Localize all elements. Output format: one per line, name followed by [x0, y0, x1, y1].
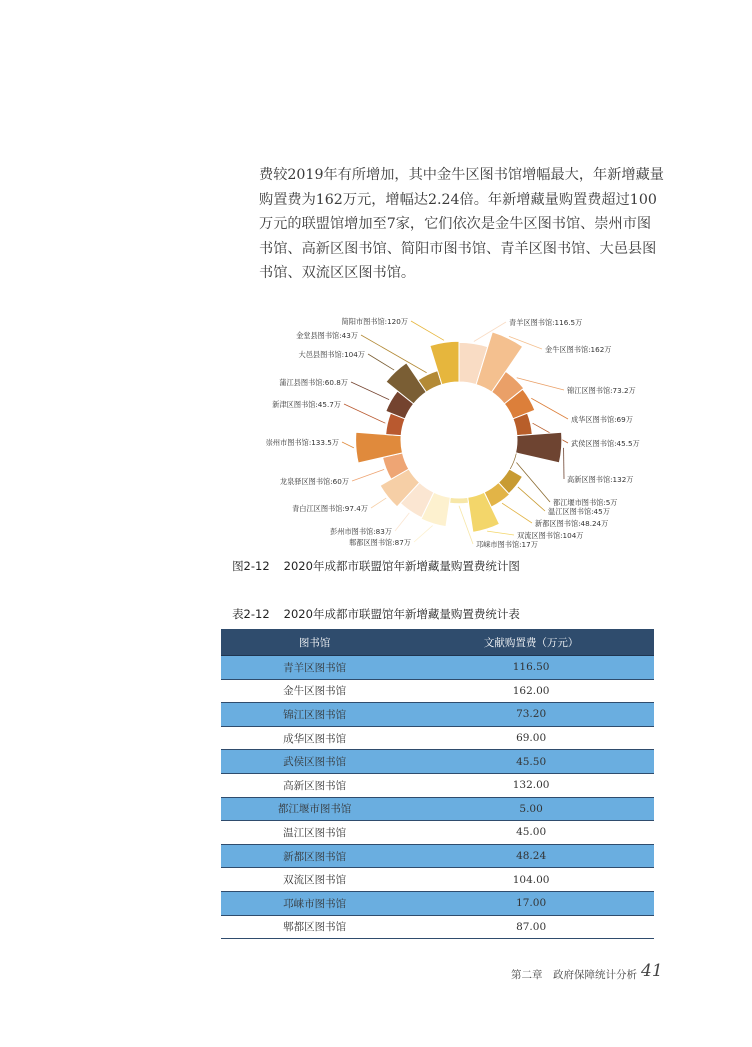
figure-title: 2020年成都市联盟馆年新增藏量购置费统计图: [283, 559, 520, 573]
table-row: [221, 750, 654, 774]
library-name-cell: 高新区图书馆: [221, 773, 408, 797]
library-name-cell: 双流区图书馆: [221, 868, 408, 892]
cost-value-cell: 48.24: [408, 844, 654, 868]
body-line: 费较2019年有所增加，其中金牛区图书馆增幅最大，年新增藏量: [259, 167, 664, 183]
library-name-cell: 金牛区图书馆: [221, 679, 408, 703]
chart-data-label: 都江堰市图书馆:5万: [553, 498, 618, 507]
table-row: [221, 844, 654, 868]
chart-leader-line: [531, 398, 568, 419]
table-row: [221, 656, 654, 680]
library-name-cell: 新都区图书馆: [221, 844, 408, 868]
chart-segment: [516, 432, 562, 463]
body-line: 购置费为162万元，增幅达2.24倍。年新增藏量购置费超过100: [259, 191, 657, 208]
chart-leader-line: [414, 526, 433, 542]
library-name-cell: 温江区图书馆: [221, 821, 408, 845]
chart-segment: [449, 497, 468, 503]
page-number: 41: [641, 961, 663, 981]
body-line: 书馆、双流区区图书馆。: [259, 265, 416, 282]
chart-leader-line: [368, 354, 394, 370]
chart-data-label: 金牛区图书馆:162万: [545, 345, 612, 354]
cost-value-cell: 45.00: [408, 821, 654, 845]
table-row: [221, 891, 654, 915]
chart-leader-line: [352, 469, 384, 481]
chart-data-label: 双流区图书馆:104万: [517, 531, 584, 540]
table-number: 表2-12: [232, 607, 270, 621]
chart-leader-line: [371, 498, 386, 508]
chart-data-label: 彭州市图书馆:83万: [330, 527, 392, 536]
chart-data-label: 蒲江县图书馆:60.8万: [279, 378, 348, 387]
chart-data-label: 锦江区图书馆:73.2万: [567, 386, 636, 395]
chart-data-label: 青白江区图书馆:97.4万: [292, 504, 368, 513]
chart-data-label: 简阳市图书馆:120万: [341, 317, 408, 326]
column-header-library: 图书馆: [221, 629, 408, 656]
chart-data-label: 金堂县图书馆:43万: [296, 331, 358, 340]
library-name-cell: 郫都区图书馆: [221, 915, 408, 939]
table-row: [221, 726, 654, 750]
chart-leader-line: [342, 442, 354, 448]
body-line: 万元的联盟馆增加至7家，它们依次是金牛区图书馆、崇州市图: [259, 216, 652, 233]
chart-data-label: 温江区图书馆:45万: [548, 507, 610, 516]
table-row: [221, 703, 654, 727]
chart-leader-line: [502, 503, 532, 523]
table-row: [221, 773, 654, 797]
chart-leader-line: [361, 335, 427, 373]
cost-value-cell: 69.00: [408, 726, 654, 750]
cost-value-cell: 162.00: [408, 679, 654, 703]
chart-leader-line: [351, 382, 389, 400]
chart-data-label: 高新区图书馆:132万: [567, 475, 634, 484]
chart-leader-line: [516, 463, 550, 502]
chart-data-label: 邛崃市图书馆:17万: [476, 540, 538, 549]
data-table: [221, 629, 654, 939]
chart-data-label: 郫都区图书馆:87万: [349, 538, 411, 547]
chart-leader-line: [411, 321, 444, 340]
chart-data-label: 新津区图书馆:45.7万: [272, 400, 341, 409]
chapter-footer: 第二章 政府保障统计分析: [511, 969, 637, 981]
table-title: 2020年成都市联盟馆年新增藏量购置费统计表: [283, 607, 520, 621]
table-row: [221, 797, 654, 821]
cost-value-cell: 73.20: [408, 703, 654, 727]
figure-number: 图2-12: [232, 559, 270, 573]
body-line: 书馆、高新区图书馆、简阳市图书馆、青羊区图书馆、大邑县图: [259, 240, 657, 257]
chart-leader-line: [487, 531, 514, 535]
cost-value-cell: 17.00: [408, 891, 654, 915]
library-name-cell: 武侯区图书馆: [221, 750, 408, 774]
chart-data-label: 新都区图书馆:48.24万: [535, 519, 609, 528]
chart-data-label: 武侯区图书馆:45.5万: [571, 439, 640, 448]
column-header-cost: 文献购置费（万元）: [408, 629, 654, 656]
table-header-row: [221, 629, 654, 656]
table-row: [221, 821, 654, 845]
chart-data-label: 青羊区图书馆:116.5万: [509, 318, 583, 327]
chart-data-label: 龙泉驿区图书馆:60万: [279, 477, 349, 486]
cost-value-cell: 132.00: [408, 773, 654, 797]
chart-leader-line: [344, 404, 385, 423]
figure-caption: [0, 558, 752, 574]
cost-value-cell: 87.00: [408, 915, 654, 939]
cost-value-cell: 5.00: [408, 797, 654, 821]
chart-data-label: 成华区图书馆:69万: [571, 415, 633, 424]
chart-data-label: 大邑县图书馆:104万: [298, 350, 365, 359]
chart-leader-line: [518, 487, 545, 511]
chart-segment: [509, 453, 517, 470]
cost-value-cell: 116.50: [408, 656, 654, 680]
table-row: [221, 679, 654, 703]
library-name-cell: 青羊区图书馆: [221, 656, 408, 680]
library-name-cell: 成华区图书馆: [221, 726, 408, 750]
chart-data-label: 崇州市图书馆:133.5万: [265, 438, 339, 447]
cost-value-cell: 104.00: [408, 868, 654, 892]
table-row: [221, 868, 654, 892]
library-name-cell: 锦江区图书馆: [221, 703, 408, 727]
chart-leader-line: [395, 513, 409, 531]
table-caption: [0, 606, 752, 622]
library-name-cell: 邛崃市图书馆: [221, 891, 408, 915]
library-name-cell: 都江堰市图书馆: [221, 797, 408, 821]
table-row: [221, 915, 654, 939]
cost-value-cell: 45.50: [408, 750, 654, 774]
